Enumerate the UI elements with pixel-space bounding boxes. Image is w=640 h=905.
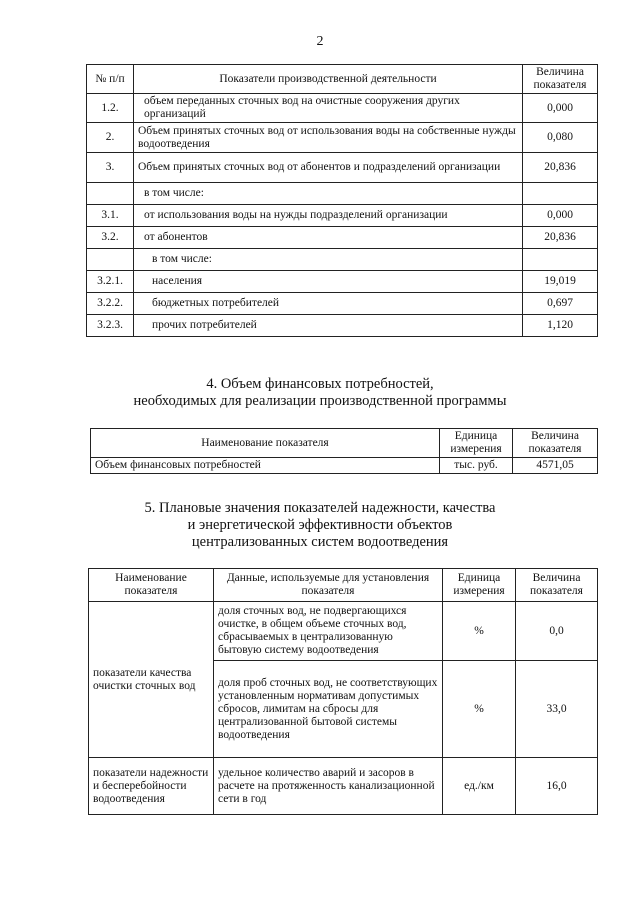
quality-row-1-value: 0,0 bbox=[516, 602, 598, 661]
table-header-row bbox=[87, 65, 598, 94]
table-row bbox=[87, 227, 598, 249]
table-row bbox=[87, 271, 598, 293]
section-4-line-2: необходимых для реализации производственной программы bbox=[133, 393, 507, 409]
row-indicator-name: бюджетных потребителей bbox=[134, 293, 523, 315]
reliability-row-unit: ед./км bbox=[443, 758, 516, 815]
quality-row-1-unit: % bbox=[443, 602, 516, 661]
table-row bbox=[87, 293, 598, 315]
row-number: 3.1. bbox=[87, 205, 134, 227]
row-value: 20,836 bbox=[523, 153, 598, 183]
section-4-line-1: 4. Объем финансовых потребностей, bbox=[206, 376, 434, 392]
row-indicator-name: от абонентов bbox=[134, 227, 523, 249]
quality-row-2-value: 33,0 bbox=[516, 661, 598, 758]
row-indicator-name: прочих потребителей bbox=[134, 315, 523, 337]
row-number: 3.2.3. bbox=[87, 315, 134, 337]
table-row bbox=[87, 205, 598, 227]
table-row bbox=[89, 758, 598, 815]
section-5-line-2: и энергетической эффективности объектов bbox=[187, 517, 453, 533]
quality-row-2-unit: % bbox=[443, 661, 516, 758]
row-number: 1.2. bbox=[87, 94, 134, 123]
reliability-row-value: 16,0 bbox=[516, 758, 598, 815]
page-number: 2 bbox=[316, 34, 324, 49]
section-5-line-1: 5. Плановые значения показателей надежности, качества bbox=[144, 500, 496, 516]
row-indicator-name: объем переданных сточных вод на очистные сооружения других организаций bbox=[134, 94, 523, 123]
table-row bbox=[87, 315, 598, 337]
row-number: 3.2.2. bbox=[87, 293, 134, 315]
table-header-row bbox=[91, 429, 598, 458]
table-header-row bbox=[89, 569, 598, 602]
financial-needs-table bbox=[90, 428, 598, 474]
row-value bbox=[523, 249, 598, 271]
row-value: 1,120 bbox=[523, 315, 598, 337]
row-number bbox=[87, 183, 134, 205]
section-4-heading bbox=[0, 376, 640, 410]
production-indicators-body bbox=[87, 94, 598, 337]
row-indicator-name: в том числе: bbox=[134, 183, 523, 205]
row-value: 0,697 bbox=[523, 293, 598, 315]
col-header-value: Величина показателя bbox=[516, 569, 598, 602]
group-reliability-name: показатели надежности и бесперебойности водоотведения bbox=[89, 758, 214, 815]
row-number: 3.2.1. bbox=[87, 271, 134, 293]
quality-row-2-data: доля проб сточных вод, не соответствующих установленным нормативам допустимых сбросов, лимитам на сбросы для централизованной бытовой системы водоотведения bbox=[214, 661, 443, 758]
row-indicator-name: Объем принятых сточных вод от абонентов и подразделений организации bbox=[134, 153, 523, 183]
reliability-indicators-table bbox=[88, 568, 598, 815]
table-row bbox=[87, 153, 598, 183]
row-value bbox=[523, 183, 598, 205]
row-value: 20,836 bbox=[523, 227, 598, 249]
col-header-unit: Единица измерения bbox=[443, 569, 516, 602]
production-indicators-table bbox=[86, 64, 598, 337]
col-header-value: Величина показателя bbox=[523, 65, 598, 94]
row-number: 3. bbox=[87, 153, 134, 183]
quality-row-1-data: доля сточных вод, не подвергающихся очистке, в общем объеме сточных вод, сбрасываемых в централизованную бытовую систему водоотведения bbox=[214, 602, 443, 661]
row-number: 3.2. bbox=[87, 227, 134, 249]
col-header-unit: Единица измерения bbox=[440, 429, 513, 458]
financial-needs-value: 4571,05 bbox=[513, 458, 598, 474]
col-header-name: Наименование показателя bbox=[91, 429, 440, 458]
group-quality-name: показатели качества очистки сточных вод bbox=[89, 602, 214, 758]
col-header-name: Наименование показателя bbox=[89, 569, 214, 602]
reliability-row-data: удельное количество аварий и засоров в расчете на протяженность канализационной сети в год bbox=[214, 758, 443, 815]
table-row bbox=[89, 602, 598, 661]
section-5-line-3: централизованных систем водоотведения bbox=[191, 534, 449, 550]
row-value: 19,019 bbox=[523, 271, 598, 293]
row-indicator-name: от использования воды на нужды подразделений организации bbox=[134, 205, 523, 227]
financial-needs-unit: тыс. руб. bbox=[440, 458, 513, 474]
col-header-indicator: Показатели производственной деятельности bbox=[134, 65, 523, 94]
table-row bbox=[87, 183, 598, 205]
row-value: 0,000 bbox=[523, 205, 598, 227]
col-header-data: Данные, используемые для установления показателя bbox=[214, 569, 443, 602]
row-indicator-name: населения bbox=[134, 271, 523, 293]
col-header-number: № п/п bbox=[87, 65, 134, 94]
row-indicator-name: в том числе: bbox=[134, 249, 523, 271]
table-row bbox=[87, 94, 598, 123]
section-5-heading bbox=[0, 500, 640, 551]
financial-needs-name: Объем финансовых потребностей bbox=[91, 458, 440, 474]
row-number bbox=[87, 249, 134, 271]
table-row bbox=[91, 458, 598, 474]
row-value: 0,080 bbox=[523, 123, 598, 153]
row-number: 2. bbox=[87, 123, 134, 153]
table-row bbox=[87, 123, 598, 153]
row-value: 0,000 bbox=[523, 94, 598, 123]
col-header-value: Величина показателя bbox=[513, 429, 598, 458]
row-indicator-name: Объем принятых сточных вод от использования воды на собственные нужды водоотведения bbox=[134, 123, 523, 153]
table-row bbox=[87, 249, 598, 271]
